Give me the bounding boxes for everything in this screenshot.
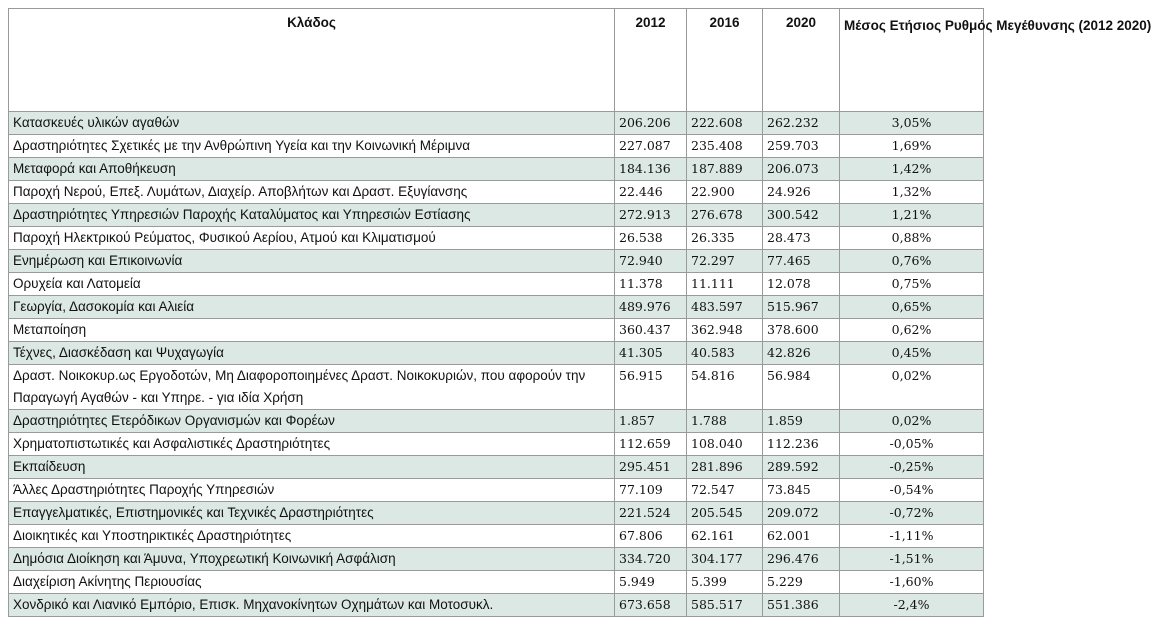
growth-rate-cell: 1,42% xyxy=(840,158,984,181)
value-2016-cell: 1.788 xyxy=(687,410,763,433)
table-row xyxy=(9,456,984,479)
value-2012-cell: 1.857 xyxy=(615,410,687,433)
value-2020-cell: 209.072 xyxy=(763,502,840,525)
value-2020-cell: 112.236 xyxy=(763,433,840,456)
value-2016-cell: 22.900 xyxy=(687,181,763,204)
value-2012-cell: 41.305 xyxy=(615,342,687,365)
growth-rate-cell: -0,25% xyxy=(840,456,984,479)
table-row xyxy=(9,204,984,227)
value-2020-cell: 259.703 xyxy=(763,135,840,158)
value-2012-cell: 72.940 xyxy=(615,250,687,273)
table-row xyxy=(9,502,984,525)
growth-rate-cell: 0,75% xyxy=(840,273,984,296)
table-row xyxy=(9,135,984,158)
sector-name-cell: Τέχνες, Διασκέδαση και Ψυχαγωγία xyxy=(9,342,615,365)
value-2016-cell: 187.889 xyxy=(687,158,763,181)
growth-rate-cell: 3,05% xyxy=(840,112,984,135)
header-row xyxy=(9,9,984,112)
sector-name-cell: Γεωργία, Δασοκομία και Αλιεία xyxy=(9,296,615,319)
value-2020-cell: 551.386 xyxy=(763,594,840,617)
value-2016-cell: 281.896 xyxy=(687,456,763,479)
header-2012: 2012 xyxy=(615,9,687,112)
growth-rate-cell: 1,21% xyxy=(840,204,984,227)
value-2012-cell: 227.087 xyxy=(615,135,687,158)
value-2020-cell: 5.229 xyxy=(763,571,840,594)
sector-name-cell: Δραστηριότητες Σχετικές με την Ανθρώπινη Υγεία και την Κοινωνική Μέριμνα xyxy=(9,135,615,158)
table-row xyxy=(9,548,984,571)
sector-name-cell: Δραστηριότητες Ετερόδικων Οργανισμών και Φορέων xyxy=(9,410,615,433)
value-2016-cell: 222.608 xyxy=(687,112,763,135)
value-2020-cell: 515.967 xyxy=(763,296,840,319)
value-2020-cell: 262.232 xyxy=(763,112,840,135)
value-2020-cell: 300.542 xyxy=(763,204,840,227)
table-row xyxy=(9,227,984,250)
sector-name-cell: Παροχή Ηλεκτρικού Ρεύματος, Φυσικού Αερίου, Ατμού και Κλιματισμού xyxy=(9,227,615,250)
table-row xyxy=(9,525,984,548)
growth-rate-cell: 0,02% xyxy=(840,365,984,410)
sector-growth-table xyxy=(8,8,1151,617)
value-2016-cell: 362.948 xyxy=(687,319,763,342)
growth-rate-cell: -1,51% xyxy=(840,548,984,571)
growth-rate-cell: 0,45% xyxy=(840,342,984,365)
sector-name-cell: Ορυχεία και Λατομεία xyxy=(9,273,615,296)
value-2020-cell: 62.001 xyxy=(763,525,840,548)
value-2012-cell: 67.806 xyxy=(615,525,687,548)
table-row xyxy=(9,342,984,365)
table-row xyxy=(9,296,984,319)
sector-name-cell: Δραστ. Νοικοκυρ.ως Εργοδοτών, Μη Διαφοροποιημένες Δραστ. Νοικοκυριών, που αφορούν την Παραγωγή Αγαθών - και Υπηρε. - για ιδία Χρήση xyxy=(9,365,615,410)
value-2012-cell: 334.720 xyxy=(615,548,687,571)
growth-rate-cell: -1,11% xyxy=(840,525,984,548)
value-2020-cell: 12.078 xyxy=(763,273,840,296)
growth-rate-cell: 1,69% xyxy=(840,135,984,158)
value-2012-cell: 77.109 xyxy=(615,479,687,502)
sector-name-cell: Εκπαίδευση xyxy=(9,456,615,479)
sector-name-cell: Επαγγελματικές, Επιστημονικές και Τεχνικές Δραστηριότητες xyxy=(9,502,615,525)
sector-name-cell: Άλλες Δραστηριότητες Παροχής Υπηρεσιών xyxy=(9,479,615,502)
table-row xyxy=(9,250,984,273)
value-2016-cell: 11.111 xyxy=(687,273,763,296)
value-2012-cell: 206.206 xyxy=(615,112,687,135)
value-2012-cell: 360.437 xyxy=(615,319,687,342)
value-2020-cell: 24.926 xyxy=(763,181,840,204)
value-2016-cell: 62.161 xyxy=(687,525,763,548)
growth-rate-cell: -0,05% xyxy=(840,433,984,456)
value-2016-cell: 26.335 xyxy=(687,227,763,250)
growth-rate-cell: 0,76% xyxy=(840,250,984,273)
value-2020-cell: 1.859 xyxy=(763,410,840,433)
growth-rate-cell: 0,62% xyxy=(840,319,984,342)
growth-rate-cell: -0,72% xyxy=(840,502,984,525)
value-2012-cell: 221.524 xyxy=(615,502,687,525)
sector-name-cell: Δημόσια Διοίκηση και Άμυνα, Υποχρεωτική Κοινωνική Ασφάλιση xyxy=(9,548,615,571)
sector-name-cell: Ενημέρωση και Επικοινωνία xyxy=(9,250,615,273)
value-2012-cell: 22.446 xyxy=(615,181,687,204)
sector-name-cell: Μεταφορά και Αποθήκευση xyxy=(9,158,615,181)
value-2016-cell: 72.297 xyxy=(687,250,763,273)
sector-name-cell: Παροχή Νερού, Επεξ. Λυμάτων, Διαχείρ. Αποβλήτων και Δραστ. Εξυγίανσης xyxy=(9,181,615,204)
value-2016-cell: 72.547 xyxy=(687,479,763,502)
value-2020-cell: 56.984 xyxy=(763,365,840,410)
value-2020-cell: 378.600 xyxy=(763,319,840,342)
value-2016-cell: 5.399 xyxy=(687,571,763,594)
sector-name-cell: Διαχείριση Ακίνητης Περιουσίας xyxy=(9,571,615,594)
table-row xyxy=(9,112,984,135)
value-2020-cell: 42.826 xyxy=(763,342,840,365)
value-2012-cell: 5.949 xyxy=(615,571,687,594)
value-2012-cell: 26.538 xyxy=(615,227,687,250)
value-2016-cell: 205.545 xyxy=(687,502,763,525)
value-2020-cell: 289.592 xyxy=(763,456,840,479)
sector-name-cell: Χρηματοπιστωτικές και Ασφαλιστικές Δραστηριότητες xyxy=(9,433,615,456)
growth-rate-cell: -1,60% xyxy=(840,571,984,594)
value-2012-cell: 56.915 xyxy=(615,365,687,410)
value-2020-cell: 73.845 xyxy=(763,479,840,502)
table-row xyxy=(9,594,984,617)
growth-rate-cell: 0,02% xyxy=(840,410,984,433)
header-sector: Κλάδος xyxy=(9,9,615,112)
sector-name-cell: Δραστηριότητες Υπηρεσιών Παροχής Καταλύματος και Υπηρεσιών Εστίασης xyxy=(9,204,615,227)
table-row xyxy=(9,158,984,181)
growth-rate-cell: 0,65% xyxy=(840,296,984,319)
value-2012-cell: 272.913 xyxy=(615,204,687,227)
table-row xyxy=(9,319,984,342)
table-row xyxy=(9,433,984,456)
value-2016-cell: 276.678 xyxy=(687,204,763,227)
table-row xyxy=(9,479,984,502)
table-row xyxy=(9,571,984,594)
table-row xyxy=(9,410,984,433)
growth-rate-cell: -0,54% xyxy=(840,479,984,502)
value-2012-cell: 673.658 xyxy=(615,594,687,617)
value-2012-cell: 11.378 xyxy=(615,273,687,296)
growth-rate-cell: 0,88% xyxy=(840,227,984,250)
header-growth-rate: Μέσος Ετήσιος Ρυθμός Μεγέθυνσης (2012 2020) xyxy=(840,9,984,112)
value-2020-cell: 296.476 xyxy=(763,548,840,571)
header-2020: 2020 xyxy=(763,9,840,112)
value-2016-cell: 235.408 xyxy=(687,135,763,158)
header-2016: 2016 xyxy=(687,9,763,112)
table-row xyxy=(9,181,984,204)
growth-rate-cell: -2,4% xyxy=(840,594,984,617)
value-2016-cell: 40.583 xyxy=(687,342,763,365)
value-2016-cell: 304.177 xyxy=(687,548,763,571)
sector-name-cell: Κατασκευές υλικών αγαθών xyxy=(9,112,615,135)
sector-name-cell: Χονδρικό και Λιανικό Εμπόριο, Επισκ. Μηχανοκίνητων Οχημάτων και Μοτοσυκλ. xyxy=(9,594,615,617)
value-2016-cell: 585.517 xyxy=(687,594,763,617)
value-2020-cell: 28.473 xyxy=(763,227,840,250)
value-2012-cell: 184.136 xyxy=(615,158,687,181)
value-2020-cell: 77.465 xyxy=(763,250,840,273)
table-row xyxy=(9,365,984,410)
value-2012-cell: 295.451 xyxy=(615,456,687,479)
value-2012-cell: 489.976 xyxy=(615,296,687,319)
sector-name-cell: Μεταποίηση xyxy=(9,319,615,342)
value-2012-cell: 112.659 xyxy=(615,433,687,456)
value-2020-cell: 206.073 xyxy=(763,158,840,181)
table-row xyxy=(9,273,984,296)
value-2016-cell: 108.040 xyxy=(687,433,763,456)
value-2016-cell: 54.816 xyxy=(687,365,763,410)
value-2016-cell: 483.597 xyxy=(687,296,763,319)
growth-rate-cell: 1,32% xyxy=(840,181,984,204)
sector-name-cell: Διοικητικές και Υποστηρικτικές Δραστηριότητες xyxy=(9,525,615,548)
